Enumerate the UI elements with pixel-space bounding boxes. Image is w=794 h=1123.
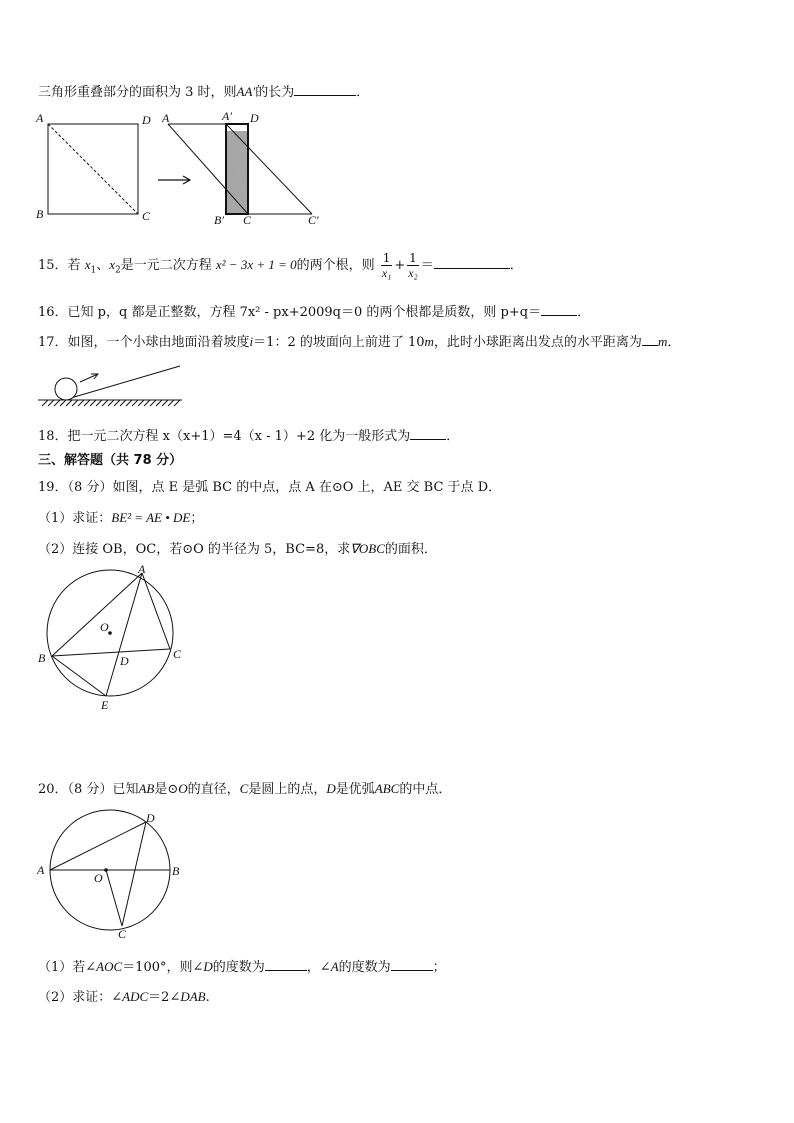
ball-icon	[55, 378, 77, 400]
label-A: A	[138, 563, 146, 576]
fraction-1: $\frac{1}{\text{x₁}}$	[381, 251, 392, 280]
q14-tail: 三角形重叠部分的面积为 3 时，则AA′的长为 ．	[38, 84, 370, 100]
label-O: O	[94, 871, 103, 885]
label-A: A	[36, 111, 44, 125]
circle-diagram-19	[34, 563, 194, 713]
answer-blank[interactable]	[410, 427, 446, 440]
answer-blank[interactable]	[391, 958, 433, 971]
question-20-stem: 20．（8 分）已知AB是⊙O的直径，C是圆上的点，D是优弧ABC的中点．	[38, 781, 452, 797]
label-B-prime: B′	[214, 213, 224, 227]
circle-diagram-20	[34, 808, 194, 943]
label-C-prime: C′	[308, 213, 319, 227]
question-20-part1: （1）若∠AOC＝100°，则∠D的度数为 ，∠A的度数为 ；	[38, 959, 446, 975]
question-16: 16．已知 p，q 都是正整数，方程 7x² - px+2009q＝0 的两个根都是质数，则 p+q＝ ．	[38, 305, 591, 320]
label-C: C	[243, 213, 252, 227]
label-B: B	[38, 651, 46, 665]
question-17: 17．如图，一个小球由地面沿着坡度i＝1：2 的坡面向上前进了 10m，此时小球距离出发点的水平距离为 m．	[38, 334, 681, 350]
question-15: 15．若 $x_1$、$x_2$是一元二次方程 x² − 3x + 1 = 0的两个根，则 $\frac{1}{\text{x₁}}$ + $\frac{1}{\text{x₂}}$ ＝ ．	[38, 251, 523, 280]
label-A: A	[162, 111, 170, 125]
question-19-stem: 19．（8 分）如图，点 E 是弧 BC 的中点，点 A 在⊙O 上，AE 交 BC 于点 D．	[38, 480, 502, 495]
label-E: E	[101, 698, 109, 712]
question-20-part2: （2）求证：∠ADC＝2∠DAB.	[38, 989, 210, 1005]
label-O: O	[100, 620, 109, 634]
label-C: C	[118, 927, 127, 941]
label-B: B	[36, 207, 44, 221]
label-D: D	[146, 811, 155, 825]
label-C: C	[142, 209, 151, 223]
answer-blank[interactable]	[434, 256, 510, 269]
answer-blank[interactable]	[265, 958, 307, 971]
question-18: 18．把一元二次方程 x（x+1）=4（x - 1）+2 化为一般形式为 ．	[38, 429, 460, 444]
label-D: D	[120, 654, 129, 668]
question-19-part2: （2）连接 OB，OC，若⊙O 的半径为 5，BC=8，求∇OBC的面积．	[38, 541, 437, 557]
label-A-prime: A′	[222, 110, 232, 123]
section-title: 三、解答题（共 78 分）	[38, 453, 183, 468]
label-D: D	[250, 111, 259, 125]
slope-diagram	[36, 360, 186, 410]
label-D: D	[142, 113, 151, 127]
label-A: A	[37, 863, 45, 877]
fraction-2: $\frac{1}{\text{x₂}}$	[408, 251, 418, 280]
label-B: B	[172, 864, 180, 878]
answer-blank[interactable]	[642, 333, 658, 346]
answer-blank[interactable]	[541, 303, 577, 316]
answer-blank[interactable]	[294, 83, 356, 96]
fig14-diagram	[30, 110, 340, 228]
label-C: C	[173, 647, 182, 661]
question-19-part1: （1）求证：BE² = AE • DE；	[38, 510, 204, 526]
